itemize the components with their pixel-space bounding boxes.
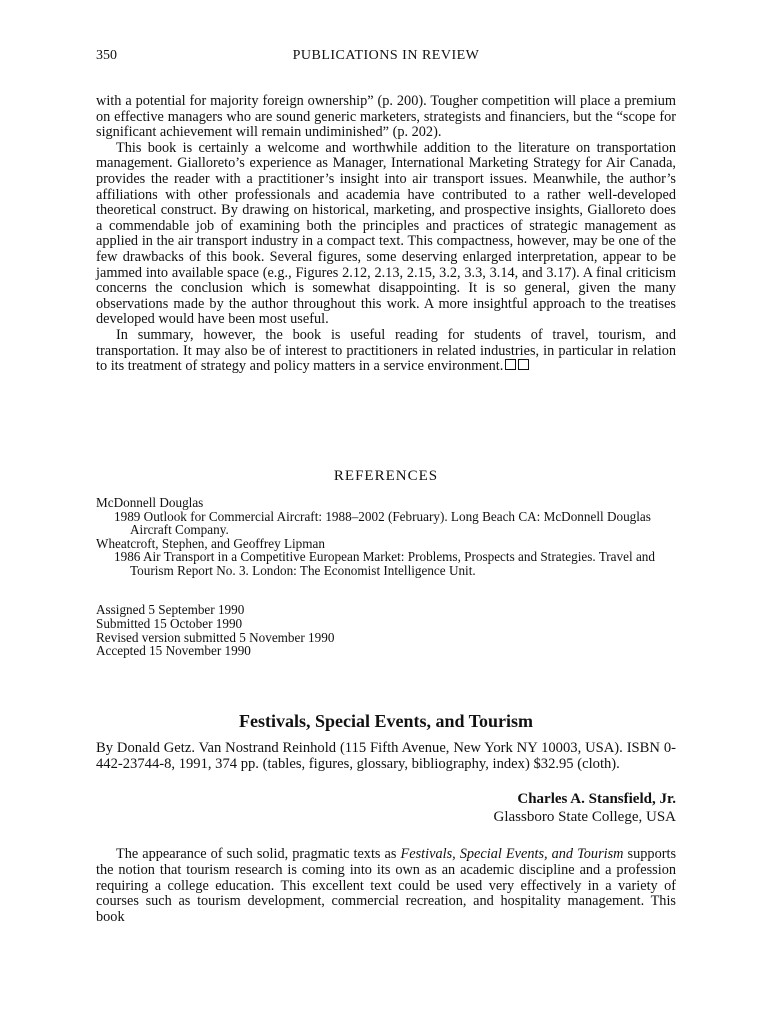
- review-continuation: [96, 94, 676, 375]
- book-title-italic: Festivals, Special Events, and Tourism: [400, 846, 624, 862]
- references-list: [96, 496, 676, 578]
- review-title: Festivals, Special Events, and Tourism: [238, 711, 534, 731]
- review-dates: [96, 603, 676, 658]
- reviewer-block: [96, 790, 676, 826]
- page-number: 350: [96, 48, 117, 63]
- citation-text: By Donald Getz. Van Nostrand Reinhold (115 Fifth Avenue, New York NY 10003, USA). ISBN 0-442-23744-8, 1991, 374 pp. (tables, figures, glossary, bibliography, index) $32.95 (cloth).: [96, 740, 676, 772]
- assigned-date: Assigned 5 September 1990: [96, 602, 245, 617]
- page-header: [96, 48, 676, 68]
- paragraph-3-text: In summary, however, the book is useful reading for students of travel, tourism, and transportation. It may also be of interest to practitioners in related industries, in particular in relation to its treatment of strategy and policy matters in a service environment.: [96, 326, 676, 375]
- submitted-date: Submitted 15 October 1990: [96, 615, 243, 631]
- paragraph-1: with a potential for majority foreign ownership” (p. 200). Tougher competition will place a premium on effective managers who are sound generic marketers, strategists and financiers, but the “scope for significant achievement will remain undiminished” (p. 202).: [96, 93, 676, 141]
- review-text: supports the notion that tourism research is coming into its own as an academic discipline and a profession requiring a college education. This excellent text could be used very effectively in a variety of courses such as tourism development, commercial recreation, and hospitality management. This book: [96, 846, 677, 926]
- end-mark-square-icon: [505, 359, 516, 370]
- end-mark-square-icon: [518, 359, 529, 370]
- reference-author: McDonnell Douglas: [96, 495, 204, 510]
- references-heading: REFERENCES: [333, 468, 439, 484]
- reviewer-affiliation: Glassboro State College, USA: [493, 809, 676, 825]
- running-head: PUBLICATIONS IN REVIEW: [292, 48, 480, 63]
- reviewer-name: Charles A. Stansfield, Jr.: [517, 791, 676, 807]
- accepted-date: Accepted 15 November 1990: [96, 643, 251, 659]
- reference-entry: 1986 Air Transport in a Competitive European Market: Problems, Prospects and Strategies. Travel and Tourism Report No. 3. London: The Economist Intelligence Unit.: [114, 549, 655, 578]
- book-citation: [96, 740, 676, 772]
- paragraph-3: [96, 328, 676, 375]
- reference-author: Wheatcroft, Stephen, and Geoffrey Lipman: [96, 535, 325, 551]
- review-paragraph: [96, 847, 676, 926]
- revised-date: Revised version submitted 5 November 1990: [96, 629, 335, 645]
- reference-entry: 1989 Outlook for Commercial Aircraft: 1988–2002 (February). Long Beach CA: McDonnell Douglas Aircraft Company.: [114, 508, 651, 538]
- paragraph-2: This book is certainly a welcome and worthwhile addition to the literature on transportation management. Gialloreto’s experience as Manager, International Marketing Strategy for Air Canada, provides the reader with a practitioner’s insight into air transport issues. Meanwhile, the author’s affiliations with other professionals and academia have contributed to a rather well-developed theoretical construct. By drawing on historical, marketing, and prospective insights, Gialloreto does a commendable job of examining both the principles and practices of strategic management as applied in the air transport industry in a compact text. This compactness, however, may be one of the few drawbacks of this book. Several figures, some deserving enlarged interpretation, appear to be jammed into available space (e.g., Figures 2.12, 2.13, 2.15, 3.2, 3.3, 3.14, and 3.17). A final criticism concerns the conclusion which is somewhat disappointing. It is so general, given the many observations made by the author throughout this work. A more insightful approach to the treatises developed would have been most useful.: [96, 139, 676, 328]
- review-body: [96, 847, 676, 926]
- review-text: The appearance of such solid, pragmatic texts as: [116, 846, 401, 862]
